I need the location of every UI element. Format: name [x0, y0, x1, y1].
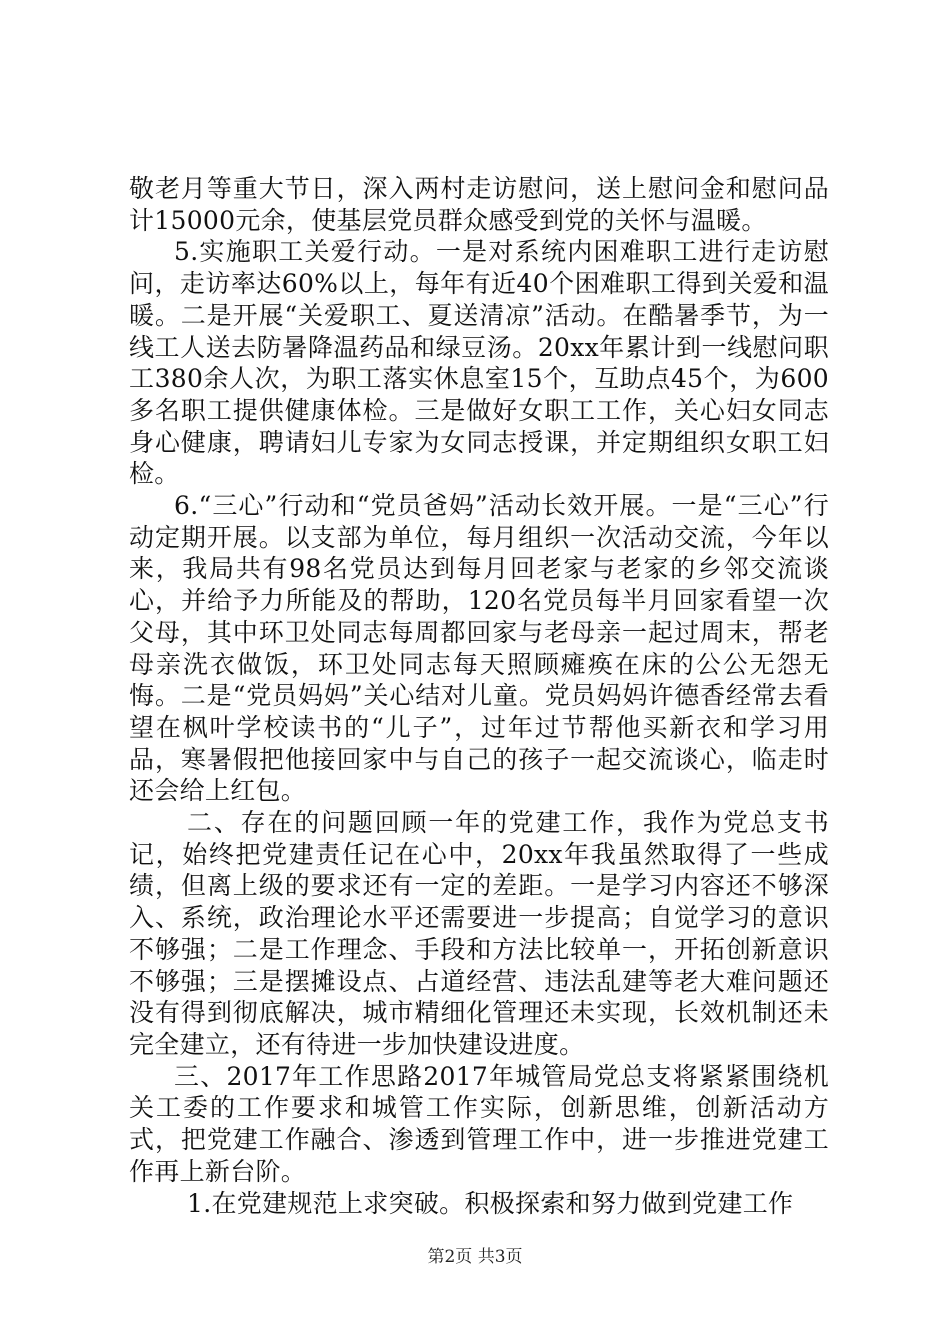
paragraph-staff-care: 5.实施职工关爱行动。一是对系统内困难职工进行走访慰问，走访率达60%以上，每年有近40个困难职工得到关爱和温暖。二是开展“关爱职工、夏送清凉”活动。在酷暑季节，为一线工人送去防暑降温药品和绿豆汤。20xx年累计到一线慰问职工380余人次，为职工落实休息室15个，互助点45个，为600多名职工提供健康体检。三是做好女职工工作，关心妇女同志身心健康，聘请妇儿专家为女同志授课，并定期组织女职工妇检。 [129, 237, 829, 489]
paragraph-three-hearts: 6.“三心”行动和“党员爸妈”活动长效开展。一是“三心”行动定期开展。以支部为单位，每月组织一次活动交流，今年以来，我局共有98名党员达到每月回老家与老家的乡邻交流谈心，并给予力所能及的帮助，120名党员每半月回家看望一次父母，其中环卫处同志每周都回家与老母亲一起过周末，帮老母亲洗衣做饭，环卫处同志每天照顾瘫痪在床的公公无怨无悔。二是“党员妈妈”关心结对儿童。党员妈妈许德香经常去看望在枫叶学校读书的“儿子”，过年过节帮他买新衣和学习用品，寒暑假把他接回家中与自己的孩子一起交流谈心，临走时还会给上红包。 [129, 491, 829, 806]
document-body [129, 173, 829, 1219]
paragraph-party-standards: 1.在党建规范上求突破。积极探索和努力做到党建工作 [187, 1188, 794, 1218]
page-footer [0, 1242, 950, 1267]
page-indicator: 第2页 共3页 [427, 1247, 523, 1267]
paragraph-festival-visits: 敬老月等重大节日，深入两村走访慰问，送上慰问金和慰问品计15000元余，使基层党员群众感受到党的关怀与温暖。 [129, 174, 829, 235]
paragraph-existing-problems: 二、存在的问题回顾一年的党建工作，我作为党总支书记，始终把党建责任记在心中，20xx年我虽然取得了一些成绩，但离上级的要求还有一定的差距。一是学习内容还不够深入、系统，政治理论水平还需要进一步提高；自觉学习的意识不够强；二是工作理念、手段和方法比较单一，开拓创新意识不够强；三是摆摊设点、占道经营、违法乱建等老大难问题还没有得到彻底解决，城市精细化管理还未实现，长效机制还未完全建立，还有待进一步加快建设进度。 [129, 808, 829, 1059]
paragraph-work-plan-2017: 三、2017年工作思路2017年城管局党总支将紧紧围绕机关工委的工作要求和城管工作实际，创新思维，创新活动方式，把党建工作融合、渗透到管理工作中，进一步推进党建工作再上新台阶。 [129, 1061, 829, 1186]
